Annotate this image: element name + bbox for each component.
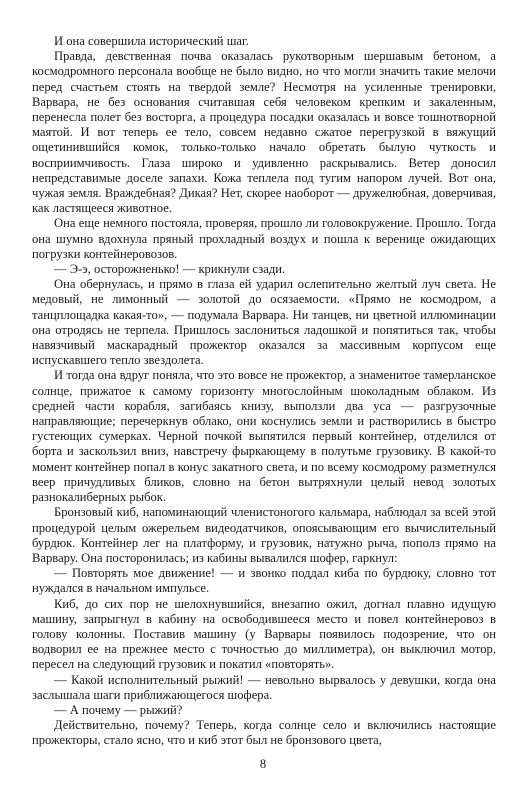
- paragraph: Она еще немного постояла, проверяя, прошло ли головокружение. Прошло. Тогда она шумно вдохнула пряный прохладный воздух и пошла к веренице ожидающих погрузки контейнеровозов.: [32, 216, 496, 261]
- paragraph: — Э-э, осторожненько! — крикнули сзади.: [54, 262, 286, 277]
- paragraph: Бронзовый киб, напоминающий членистоногого кальмара, наблюдал за всей этой процедурой целым ожерельем видеодатчиков, опоясывающим его вычислительный бурдюк. Контейнер лег на платформу, и грузовик, натужно рыча, пополз прямо на Варвару. Она посторонилась; из кабины вывалился шофер, гаркнул:: [32, 505, 496, 565]
- paragraph: Киб, до сих пор не шелохнувшийся, внезапно ожил, догнал плавно идущую машину, запрыгнул в кабину на освободившееся место и повел контейнеровоз в голову колонны. Поставив машину (у Варвары появилось подозрение, что он водворил ее на прежнее место с точностью до миллиметра), он выключил мотор, пересел на следующий грузовик и покатил «повторять».: [32, 596, 496, 672]
- paragraph: Правда, девственная почва оказалась рукотворным шершавым бетоном, а космодромного персонала вообще не было видно, но что могли значить такие мелочи перед счастьем стоять на твердой земле? Несмотря на усиленные тренировки, Варвара, не без основания считавшая себя человеком крепким и закаленным, перенесла полет без восторга, а процедура посадки оказалась и вовсе тошнотворной маятой. И вот теперь ее тело, совсем недавно сжатое перегрузкой в вяжущий ощетинившийся комок, только-только начало обретать былую чуткость и восприимчивость. Глаза широко и удивленно раскрывались. Ветер доносил непредставимые доселе запахи. Кожа теплела под тугим напором лучей. Вот она, чужая земля. Враждебная? Дикая? Нет, скорее наоборот — дружелюбная, доверчивая, как ластящееся животное.: [32, 49, 496, 216]
- paragraph: И она совершила исторический шаг.: [54, 34, 249, 48]
- body-text: [32, 34, 496, 749]
- paragraph: И тогда она вдруг поняла, что это вовсе не прожектор, а знаменитое тамерланское солнце, прижатое к самому горизонту многослойным шоколадным облаком. Из средней части корабля, загибаясь книзу, выползли два уса — разгрузочные направляющие; перечеркнув облако, они коснулись земли и растворились в быстро густеющих сумерках. Черной почкой выпятился первый контейнер, отделился от борта и заскользил вниз, навстречу фыркающему в полутьме грузовику. В какой-то момент контейнер попал в конус закатного света, и по всему космодрому разметнулся веер причудливых бликов, словно на бетон вытряхнули целый невод золотых разнокалиберных рыбок.: [32, 368, 496, 505]
- paragraph: — Повторять мое движение! — и звонко поддал киба по бурдюку, словно тот нуждался в начальном импульсе.: [32, 566, 496, 596]
- paragraph: — Какой исполнительный рыжий! — невольно вырвалось у девушки, когда она заслышала шаги приближающегося шофера.: [32, 672, 496, 702]
- paragraph: Она обернулась, и прямо в глаза ей ударил ослепительно желтый луч света. Не медовый, не лимонный — золотой до осязаемости. «Прямо не космодром, а танцплощадка какая-то», — подумала Варвара. Ни танцев, ни цветной иллюминации она отродясь не терпела. Пришлось заслониться ладошкой и попятиться так, чтобы навязчивый маскарадный прожектор оказался за массивным корпусом еще испускавшего тепло звездолета.: [32, 277, 496, 368]
- page-number: 8: [259, 757, 267, 771]
- paragraph: Действительно, почему? Теперь, когда солнце село и включились настоящие прожекторы, стало ясно, что и киб этот был не бронзового цвета,: [32, 718, 496, 748]
- paragraph: — А почему — рыжий?: [54, 702, 183, 717]
